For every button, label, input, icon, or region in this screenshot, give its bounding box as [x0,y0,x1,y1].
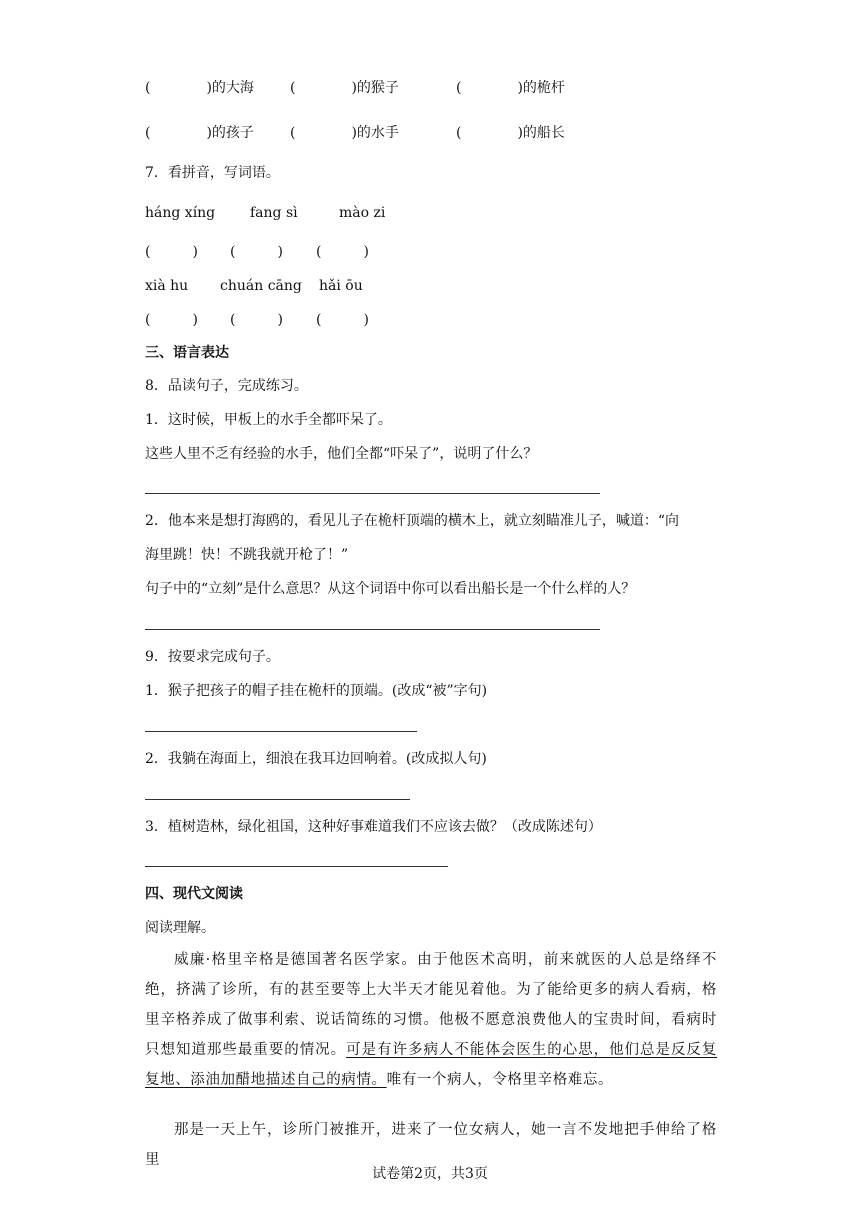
answer-line[interactable] [145,629,600,630]
answer-line[interactable] [145,799,410,800]
fill-blank-item: ( )的猴子 [290,80,399,96]
pinyin: chuán cāng [220,278,302,294]
passage-text: 唯有一个病人，令格里辛格难忘。 [386,1072,614,1088]
question-text: 1．猴子把孩子的帽子挂在桅杆的顶端。(改成“被”字句) [145,683,488,699]
pinyin: hǎi ōu [319,278,363,294]
section-heading: 三、语言表达 [145,345,229,361]
passage-text: 威廉·格里辛格是德国著名医学家。由于他医术高明，前来就医的人总是络绎不绝，挤满了诊所，有的甚至要等上大半天才能见着他。为了能给更多的病人看病，格里辛格养成了做事利索、说话简练的习惯。他极不愿意浪费他人的宝贵时间，看病时只想知道那些最重要的情况。 [145,952,717,1058]
fill-blank-item: ( )的桅杆 [456,80,565,96]
question-text: 1．这时候，甲板上的水手全都吓呆了。 [145,412,392,428]
fill-blank-item: ( )的大海 [145,80,254,96]
answer-blank[interactable]: ( ) [316,244,369,260]
reading-passage [145,945,717,1095]
question-text: 2．他本来是想打海鸥的，看见儿子在桅杆顶端的横木上，就立刻瞄准儿子，喊道：“向 [145,513,680,529]
fill-blank-item: ( )的水手 [290,125,399,141]
question-text: 2．我躺在海面上，细浪在我耳边回响着。(改成拟人句) [145,751,487,767]
pinyin: xià hu [145,278,189,294]
answer-blank[interactable]: ( ) [316,312,369,328]
answer-blank[interactable]: ( ) [145,312,198,328]
passage-paragraph [145,945,717,1095]
pinyin: háng xíng [145,205,216,221]
reading-passage-continued [145,1115,717,1168]
question-text: 海里跳！快！不跳我就开枪了！” [145,547,349,563]
pinyin: mào zi [339,205,386,221]
passage-paragraph: 那是一天上午，诊所门被推开，进来了一位女病人，她一言不发地把手伸给了格里 [145,1122,717,1168]
question-9-title: 9．按要求完成句子。 [145,649,280,665]
answer-blank[interactable]: ( ) [230,244,283,260]
pinyin: fang sì [250,205,298,221]
answer-line[interactable] [145,866,448,867]
question-text: 句子中的“立刻”是什么意思？从这个词语中你可以看出船长是一个什么样的人？ [145,581,636,597]
answer-blank[interactable]: ( ) [230,312,283,328]
section-heading: 四、现代文阅读 [145,886,243,902]
question-7-title: 7．看拼音，写词语。 [145,165,280,181]
fill-blank-item: ( )的船长 [456,125,565,141]
question-text: 这些人里不乏有经验的水手，他们全都“吓呆了”，说明了什么？ [145,446,538,462]
answer-blank[interactable]: ( ) [145,244,198,260]
question-text: 3．植树造林，绿化祖国，这种好事难道我们不应该去做？（改成陈述句） [145,819,602,835]
question-8-title: 8．品读句子，完成练习。 [145,378,308,394]
reading-intro: 阅读理解。 [145,920,215,936]
underlined-sentence: 可是有许多病人不能体会医生的心思，他们总是反反复复地、添油加醋地描述自己的病情。 [145,1042,717,1088]
page-footer: 试卷第2页，共3页 [372,1166,488,1182]
answer-line[interactable] [145,493,600,494]
fill-blank-item: ( )的孩子 [145,125,254,141]
answer-line[interactable] [145,731,417,732]
